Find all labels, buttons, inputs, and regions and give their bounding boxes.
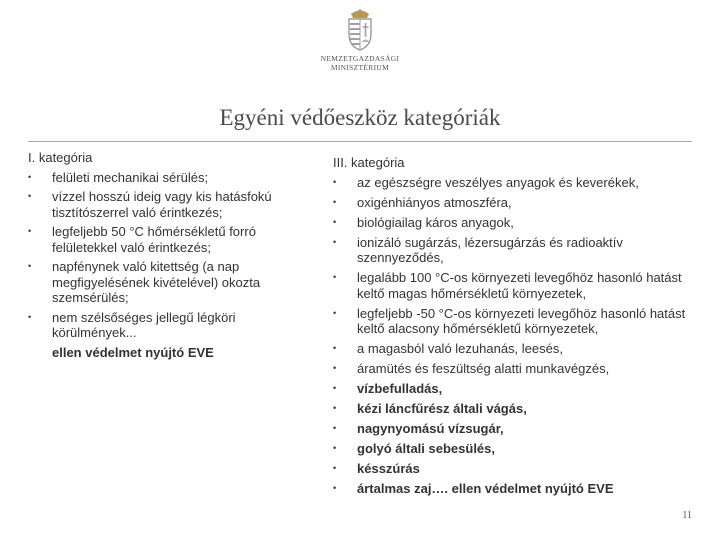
bullet-icon: • [333, 363, 337, 373]
list-item: • ionizáló sugárzás, lézersugárzás és radioaktív szennyeződés, [333, 234, 623, 265]
bullet-icon: • [333, 343, 337, 353]
bullet-icon: • [333, 216, 337, 227]
list-item: • a magasból való lezuhanás, leesés, [333, 341, 563, 356]
list-item: • késszúrás [333, 461, 420, 476]
bullet-icon: • [333, 176, 337, 187]
category-one-heading: I. kategória [28, 150, 93, 165]
coat-of-arms-icon [343, 6, 377, 52]
list-item: • legfeljebb -50 °C-os környezeti levegőhöz hasonló hatást keltő alacsony hőmérsékletű környezetek, [333, 305, 686, 336]
list-item: • biológiailag káros anyagok, [333, 214, 514, 230]
list-item: • napfénynek való kitettség (a nap megfigyelésének kivételével) okozta szemsérülés; [28, 259, 261, 305]
bullet-icon: • [333, 463, 337, 473]
list-item: • kézi láncfűrész általi vágás, [333, 401, 527, 416]
list-item: • nagynyomású vízsugár, [333, 421, 504, 436]
list-item: • ártalmas zaj…. ellen védelmet nyújtó EVE [333, 481, 614, 496]
bullet-icon: • [28, 191, 32, 201]
list-item: • oxigénhiányos atmoszféra, [333, 194, 512, 210]
list-item: • golyó általi sebesülés, [333, 441, 495, 456]
bullet-icon: • [333, 236, 337, 247]
logo-line-2: MINISZTÉRIUM [330, 63, 390, 72]
category-one-list [28, 150, 320, 360]
bullet-icon: • [333, 272, 337, 282]
list-item: • nem szélsőséges jellegű légköri körülmények... [28, 309, 236, 340]
category-three-heading: III. kategória [333, 155, 405, 170]
list-item: • felületi mechanikai sérülés; [28, 169, 209, 185]
bullet-icon: • [333, 196, 337, 207]
list-item: • áramütés és feszültség alatti munkavégzés, [333, 361, 610, 376]
list-item: • legalább 100 °C-os környezeti levegőhöz hasonló hatást keltő magas hőmérsékletű környezetek, [333, 270, 682, 301]
bullet-icon: • [333, 383, 337, 393]
list-item: • legfeljebb 50 °C hőmérsékletű forró felületekkel való érintkezés; [28, 224, 256, 255]
ministry-logo [318, 6, 402, 72]
list-item: • vízbefulladás, [333, 381, 443, 396]
bullet-icon: • [333, 307, 337, 318]
category-three-list [333, 155, 703, 501]
logo-line-1: NEMZETGAZDASÁGI [320, 54, 400, 63]
list-item: • az egészségre veszélyes anyagok és keverékek, [333, 174, 639, 190]
bullet-icon: • [28, 261, 32, 271]
title-divider [28, 141, 692, 142]
bullet-icon: • [28, 171, 32, 182]
bullet-icon: • [28, 226, 32, 236]
page-title: Egyéni védőeszköz kategóriák [219, 105, 501, 130]
bullet-icon: • [333, 403, 337, 413]
bullet-icon: • [333, 443, 337, 453]
list-item: • vízzel hosszú ideig vagy kis hatásfokú tisztítószerrel való érintkezés; [28, 189, 272, 220]
page-number: 11 [682, 510, 692, 521]
category-one-outro: ellen védelmet nyújtó EVE [52, 344, 214, 360]
bullet-icon: • [28, 311, 32, 322]
bullet-icon: • [333, 423, 337, 433]
bullet-icon: • [333, 483, 337, 493]
